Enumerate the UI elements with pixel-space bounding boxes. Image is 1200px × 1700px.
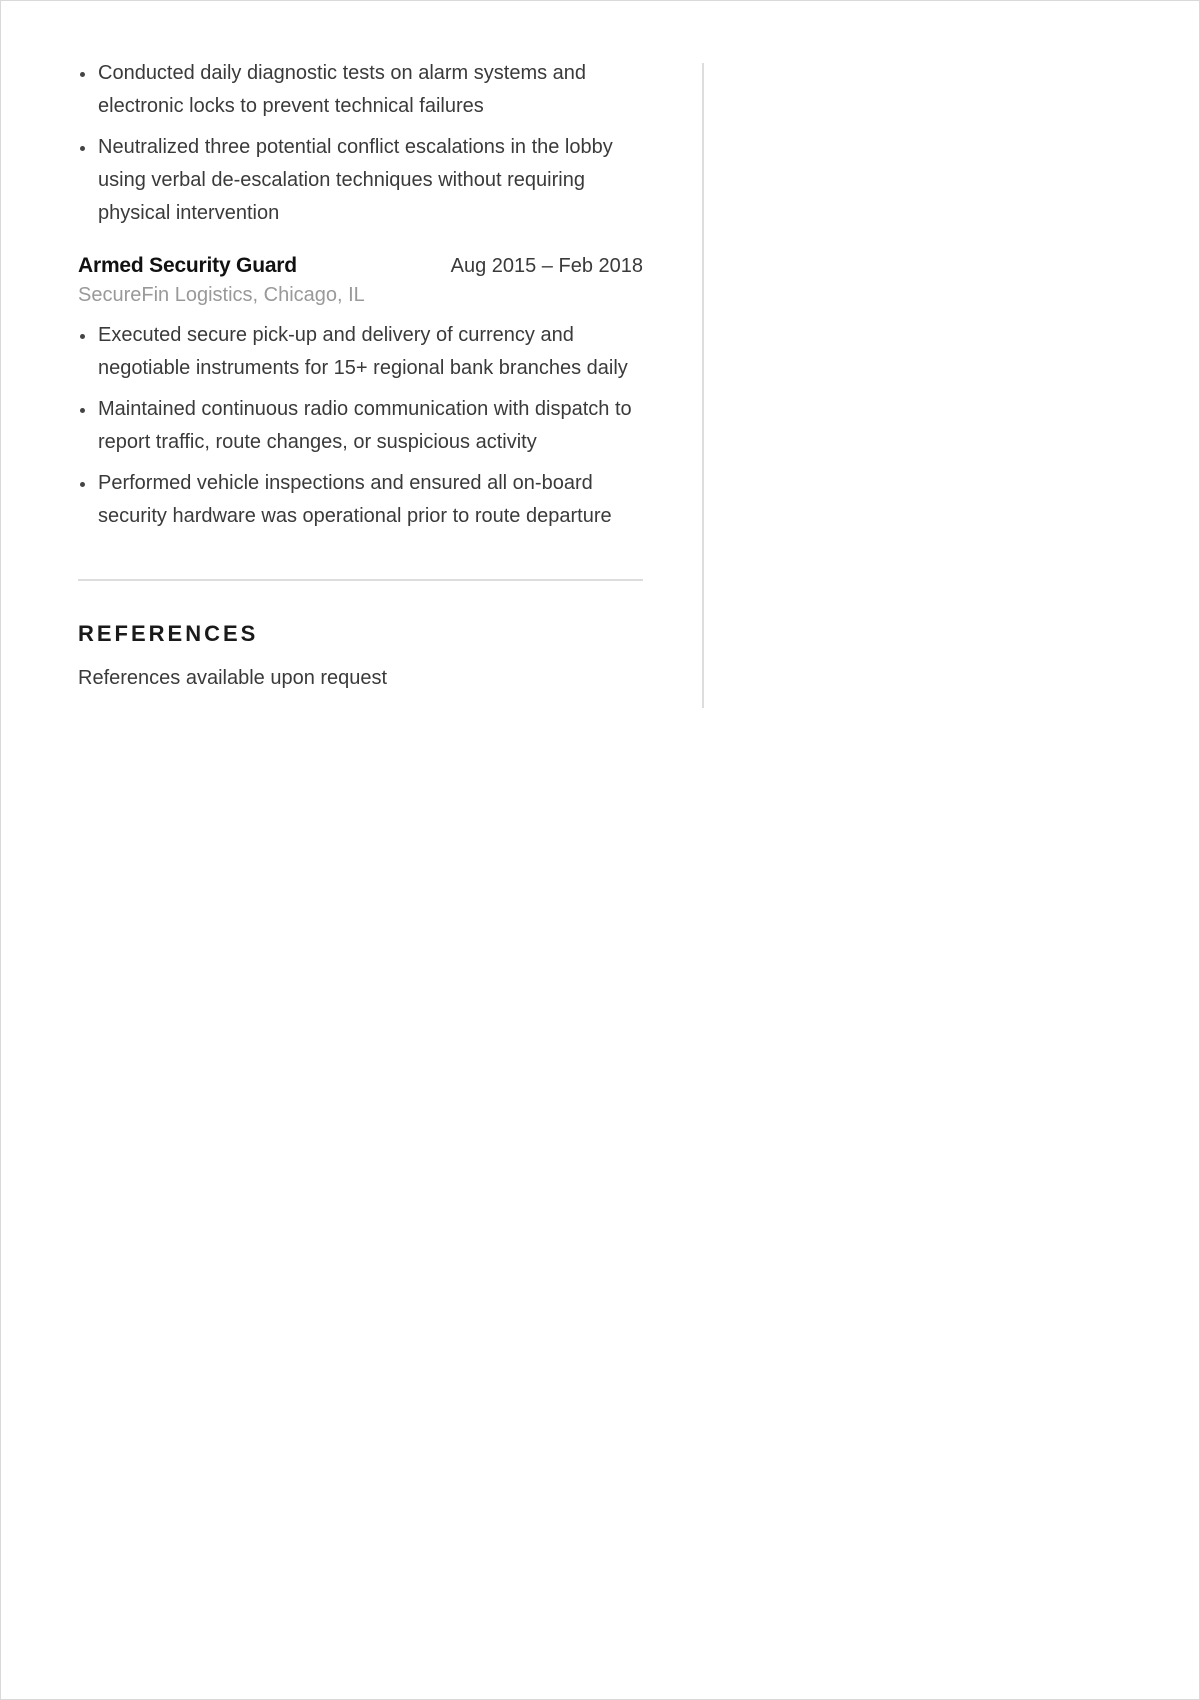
main-column: [78, 57, 643, 690]
job-dates: Aug 2015 – Feb 2018: [450, 255, 643, 277]
list-item: Conducted daily diagnostic tests on alarm systems and electronic locks to prevent technical failures: [98, 57, 643, 123]
list-item: Performed vehicle inspections and ensured all on-board security hardware was operational prior to route departure: [98, 467, 643, 533]
list-item: Executed secure pick-up and delivery of currency and negotiable instruments for 15+ regional bank branches daily: [98, 319, 643, 385]
references-heading: REFERENCES: [78, 621, 259, 646]
column-divider: [702, 63, 704, 708]
job-header: [78, 254, 643, 278]
job-company: SecureFin Logistics, Chicago, IL: [78, 284, 365, 306]
list-item: Neutralized three potential conflict escalations in the lobby using verbal de-escalation techniques without requiring physical intervention: [98, 131, 643, 230]
job-title: Armed Security Guard: [78, 254, 297, 277]
section-divider: [78, 579, 643, 581]
previous-job-bullet-list: [78, 57, 643, 230]
list-item: Maintained continuous radio communication with dispatch to report traffic, route changes, or suspicious activity: [98, 393, 643, 459]
job-entry: [78, 254, 643, 533]
job-bullet-list: [78, 319, 643, 533]
references-text: References available upon request: [78, 667, 388, 689]
